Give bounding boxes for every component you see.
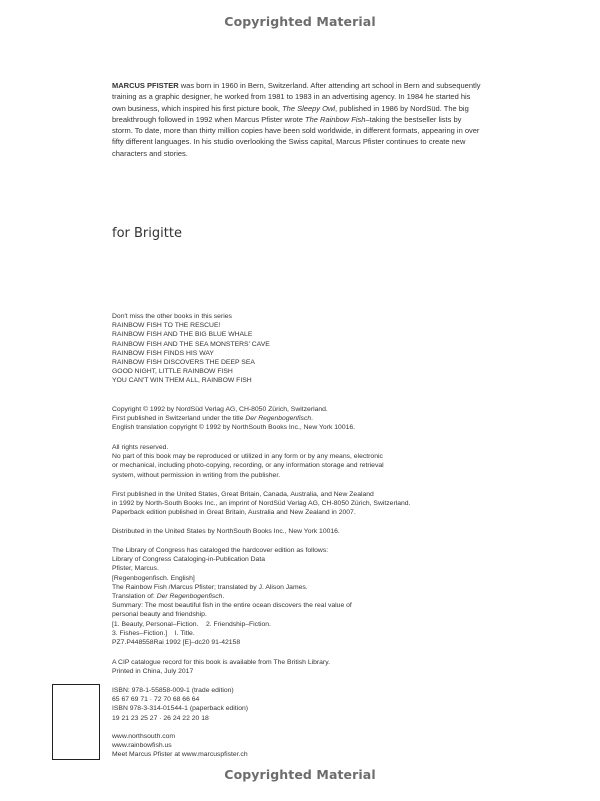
author-name: MARCUS PFISTER [112, 81, 179, 90]
publication-line: First published in the United States, Great Britain, Canada, Australia, and New Zealand [112, 491, 374, 498]
original-title: Der Regenbogenfisch [245, 415, 312, 423]
library-of-congress-data [112, 546, 532, 647]
cip-notice [112, 658, 532, 676]
bio-text: was born in 1960 in Bern, Switzerland. After attending art school in Bern and subsequently training as a graphic designer, he worked from 1981 to 1983 in an advertising agency. In 1984 he started his own business, which inspired his first picture book, [112, 81, 481, 113]
copyright-watermark-bottom: Copyrighted Material [224, 767, 376, 782]
copyright-notice [112, 405, 532, 433]
distribution-notice [112, 527, 532, 536]
copyright-line: English translation copyright © 1992 by NorthSouth Books Inc., New York 10016. [112, 424, 356, 432]
bio-book-title: The Sleepy Owl [282, 103, 336, 113]
barcode-placeholder-box [52, 684, 100, 760]
series-heading: Don't miss the other books in this series [112, 313, 232, 320]
bio-text: –taking the bestseller lists by storm. To date, more than thirty million copies have been sold worldwide, in different formats, appearing in over fifty different languages. In his studio overlooking the Swiss capital, Marcus Pfister continues to create new characters and stories. [112, 114, 480, 158]
loc-line: The Library of Congress has cataloged the hardcover edition as follows: [112, 547, 329, 554]
website-link: Meet Marcus Pfister at www.marcuspfister.ch [112, 751, 248, 759]
author-bio [112, 80, 482, 159]
series-title: RAINBOW FISH TO THE RESCUE! [112, 322, 221, 330]
loc-line: Library of Congress Cataloging-in-Publication Data [112, 556, 266, 564]
rights-line: system, without permission in writing from the publisher. [112, 471, 281, 479]
publication-line: Paperback edition published in Great Britain, Australia and New Zealand in 2007. [112, 509, 356, 517]
website-link: www.rainbowfish.us [112, 742, 172, 750]
rights-line: All rights reserved. [112, 444, 169, 451]
series-list [112, 312, 532, 386]
series-title: RAINBOW FISH AND THE SEA MONSTERS' CAVE [112, 340, 270, 348]
cip-line: Printed in China, July 2017 [112, 668, 194, 676]
loc-line: Translation of: Der Regenbogenfisch. [112, 593, 225, 601]
isbn-line: ISBN 978-3-314-01544-1 (paperback edition) [112, 705, 249, 713]
series-title: YOU CAN'T WIN THEM ALL, RAINBOW FISH [112, 377, 252, 385]
copyright-line: Copyright © 1992 by NordSüd Verlag AG, CH-8050 Zürich, Switzerland. [112, 406, 328, 413]
isbn-line: ISBN: 978-1-55858-009-1 (trade edition) [112, 687, 234, 694]
loc-line: The Rainbow Fish /Marcus Pfister; translated by J. Alison James. [112, 583, 308, 591]
publication-history [112, 490, 532, 518]
isbn-line: 19 21 23 25 27 · 26 24 22 20 18 [112, 714, 209, 722]
loc-line: Summary: The most beautiful fish in the entire ocean discovers the real value of [112, 602, 352, 610]
distribution-line: Distributed in the United States by NorthSouth Books Inc., New York 10016. [112, 528, 340, 535]
loc-line: 3. Fishes–Fiction.] I. Title. [112, 629, 195, 637]
original-title: Der Regenbogenfisch [156, 593, 223, 601]
isbn-line: 65 67 69 71 · 72 70 68 66 64 [112, 696, 200, 704]
series-title: RAINBOW FISH FINDS HIS WAY [112, 349, 214, 357]
rights-line: or mechanical, including photo-copying, recording, or any information storage and retrieval [112, 462, 384, 470]
bio-text: , published in 1986 by NordSüd. The big breakthrough followed in 1992 when Marcus Pfister wrote [112, 103, 469, 124]
series-title: RAINBOW FISH AND THE BIG BLUE WHALE [112, 331, 253, 339]
loc-line: Pfister, Marcus. [112, 565, 159, 573]
series-title: RAINBOW FISH DISCOVERS THE DEEP SEA [112, 359, 255, 367]
cip-line: A CIP catalogue record for this book is available from The British Library. [112, 659, 330, 666]
loc-line: personal beauty and friendship. [112, 611, 207, 619]
copyright-watermark-top: Copyrighted Material [224, 14, 376, 29]
bio-book-title: The Rainbow Fish [305, 114, 366, 124]
isbn-block [112, 686, 532, 723]
publication-line: in 1992 by North-South Books Inc., an imprint of NordSüd Verlag AG, CH-8050 Zürich, Switzerland. [112, 500, 411, 508]
copyright-line: First published in Switzerland under the title Der Regenbogenfisch. [112, 415, 314, 423]
series-title: GOOD NIGHT, LITTLE RAINBOW FISH [112, 368, 233, 376]
rights-line: No part of this book may be reproduced or utilized in any form or by any means, electronic [112, 453, 383, 461]
website-link: www.northsouth.com [112, 733, 176, 740]
rights-notice [112, 443, 532, 480]
loc-line: [Regenbogenfisch. English] [112, 574, 195, 582]
web-links [112, 732, 532, 760]
loc-line: PZ7.P448558Rai 1992 [E]–dc20 91-42158 [112, 639, 241, 647]
dedication: for Brigitte [112, 226, 182, 241]
loc-line: [1. Beauty, Personal–Fiction. 2. Friendship–Fiction. [112, 620, 271, 628]
